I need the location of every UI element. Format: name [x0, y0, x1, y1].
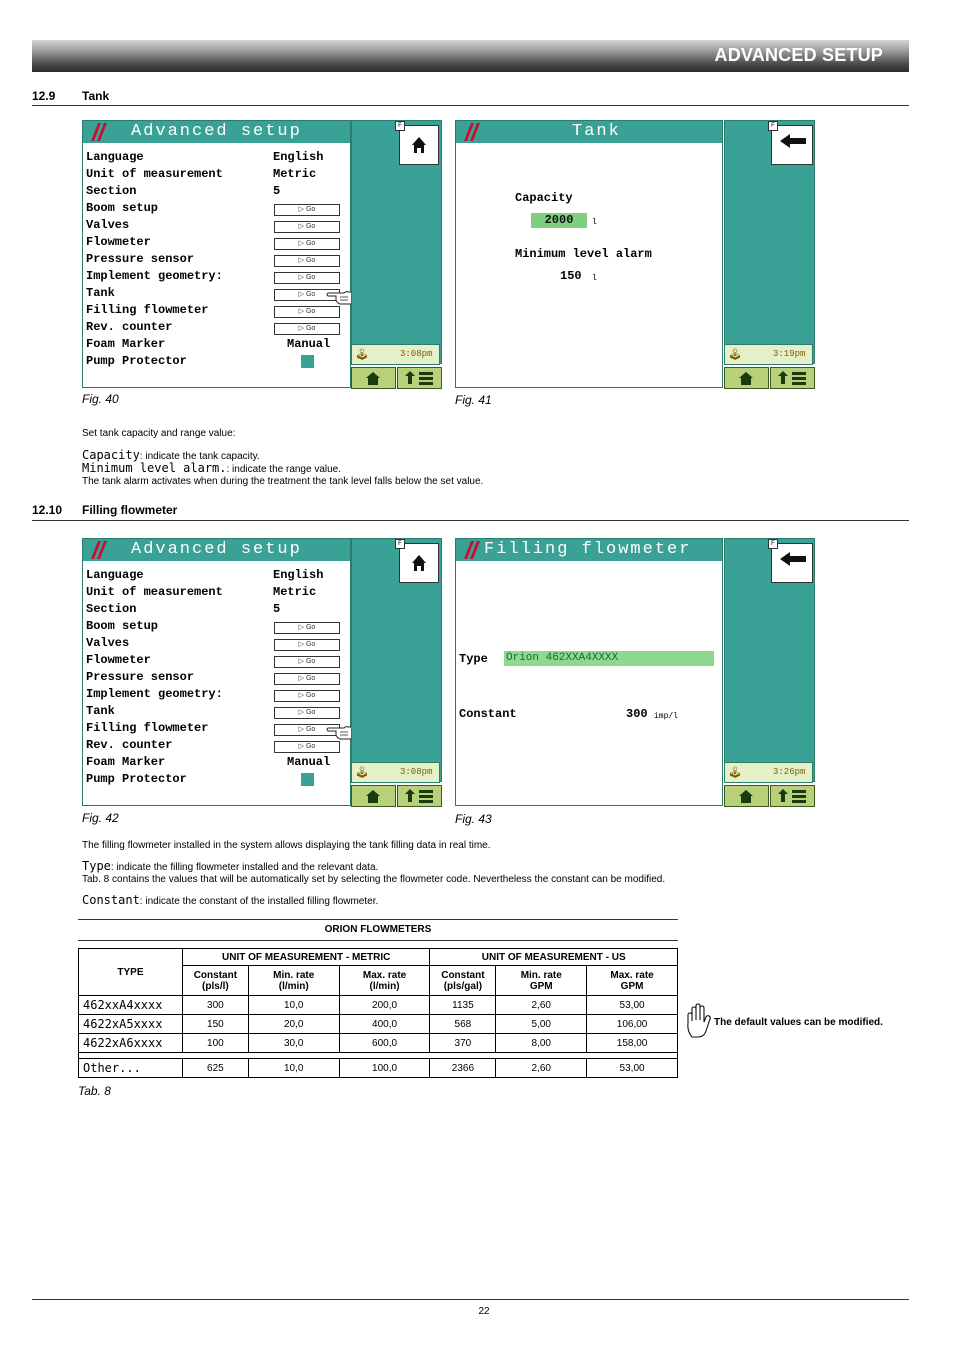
row-label: Unit of measurement	[86, 585, 223, 599]
column-header: Max. rate (l/min)	[339, 966, 430, 996]
row-label: Pump Protector	[86, 772, 187, 786]
go-button[interactable]: ▷ Go	[274, 639, 340, 651]
min-level-field[interactable]: 150	[560, 269, 582, 283]
row-value[interactable]: Manual	[287, 337, 331, 351]
figure-caption: Fig. 40	[82, 392, 119, 406]
status-bar	[351, 762, 440, 783]
value-cell: 53,00	[587, 1059, 678, 1078]
type-cell: Other...	[79, 1059, 183, 1078]
value-cell: 1135	[430, 996, 496, 1015]
house-icon	[400, 126, 438, 164]
house-icon	[400, 544, 438, 582]
figure-caption: Fig. 41	[455, 393, 492, 407]
row-label: Filling flowmeter	[86, 721, 209, 735]
go-button[interactable]: ▷ Go	[274, 238, 340, 250]
constant-desc: Constant: indicate the constant of the installed filling flowmeter.	[82, 893, 379, 907]
clock-time: 3:26pm	[773, 767, 806, 777]
home-button[interactable]	[399, 125, 439, 165]
value-cell: 20,0	[248, 1015, 339, 1034]
value-cell: 200,0	[339, 996, 430, 1015]
status-bar	[724, 762, 813, 783]
menu-nav-button[interactable]	[397, 785, 442, 807]
status-bar	[351, 344, 440, 365]
type-label: Type	[459, 652, 488, 666]
section-number-filling: 12.10	[32, 503, 63, 517]
home-button[interactable]	[399, 543, 439, 583]
screen-title: Tank	[572, 122, 621, 141]
brand-logo-icon	[87, 540, 107, 560]
advanced-setup-screen-2	[82, 538, 442, 808]
home-nav-button[interactable]	[351, 785, 396, 807]
type-desc: Type: indicate the filling flowmeter installed and the relevant data.	[82, 859, 379, 873]
column-header: Constant (pls/l)	[182, 966, 248, 996]
row-label: Section	[86, 602, 137, 616]
value-cell: 2,60	[496, 1059, 587, 1078]
type-cell: 4622xA5xxxx	[79, 1015, 183, 1034]
flag-icon: F	[395, 539, 405, 549]
joystick-icon: 🕹	[728, 350, 742, 362]
row-label: Implement geometry:	[86, 269, 223, 283]
type-cell: 462xxA4xxxx	[79, 996, 183, 1015]
row-label: Boom setup	[86, 619, 159, 633]
min-level-unit: l	[592, 274, 597, 283]
value-cell: 5,00	[496, 1015, 587, 1034]
joystick-icon: 🕹	[728, 768, 742, 780]
side-panel	[351, 120, 442, 364]
table-row	[79, 1034, 678, 1053]
row-label: Foam Marker	[86, 755, 166, 769]
value-cell: 600,0	[339, 1034, 430, 1053]
row-label: Implement geometry:	[86, 687, 223, 701]
value-cell: 158,00	[587, 1034, 678, 1053]
value-cell: 10,0	[248, 996, 339, 1015]
row-label: Pump Protector	[86, 354, 187, 368]
hand-stop-icon	[684, 1003, 714, 1039]
screen-title: Advanced setup	[131, 122, 302, 141]
tank-intro: Set tank capacity and range value:	[82, 428, 236, 439]
column-header: Min. rate GPM	[496, 966, 587, 996]
menu-nav-button[interactable]	[397, 367, 442, 389]
value-cell: 568	[430, 1015, 496, 1034]
advanced-setup-screen-1	[82, 120, 442, 390]
table-title-rule	[78, 940, 678, 941]
go-button[interactable]: ▷ Go	[274, 272, 340, 284]
house-icon	[352, 786, 395, 806]
header-title: ADVANCED SETUP	[714, 45, 883, 65]
brand-logo-icon	[460, 122, 480, 142]
value-cell: 300	[182, 996, 248, 1015]
clock-time: 3:08pm	[400, 767, 433, 777]
page-number: 22	[478, 1306, 490, 1317]
go-button[interactable]: ▷ Go	[274, 741, 340, 753]
figure-caption: Fig. 42	[82, 811, 119, 825]
column-header: Min. rate (l/min)	[248, 966, 339, 996]
up-arrow-menu-icon	[398, 368, 441, 388]
row-label: Foam Marker	[86, 337, 166, 351]
type-field[interactable]: Orion 462XXA4XXXX	[504, 651, 714, 666]
side-panel	[351, 538, 442, 782]
row-label: Tank	[86, 286, 115, 300]
screen-titlebar	[456, 539, 722, 561]
alarm-note: The tank alarm activates when during the treatment the tank level falls below the set value.	[82, 476, 484, 487]
back-button[interactable]	[771, 125, 813, 165]
brand-logo-icon	[460, 540, 480, 560]
value-cell: 100,0	[339, 1059, 430, 1078]
table-top-rule	[78, 919, 678, 920]
table-caption: Tab. 8	[78, 1084, 111, 1098]
capacity-field[interactable]: 2000	[531, 213, 587, 228]
joystick-icon: 🕹	[355, 350, 369, 362]
row-label: Pressure sensor	[86, 252, 195, 266]
flag-icon: F	[768, 121, 778, 131]
column-header: Max. rate GPM	[587, 966, 678, 996]
go-button[interactable]: ▷ Go	[274, 673, 340, 685]
go-button[interactable]: ▷ Go	[274, 656, 340, 668]
filling-intro: The filling flowmeter installed in the system allows displaying the tank filling data in real time.	[82, 840, 491, 851]
section-number-tank: 12.9	[32, 89, 56, 103]
go-button[interactable]: ▷ Go	[274, 724, 340, 736]
row-label: Valves	[86, 636, 130, 650]
min-level-desc: Minimum level alarm.: indicate the range value.	[82, 461, 342, 475]
column-header: Constant (pls/gal)	[430, 966, 496, 996]
row-label: Section	[86, 184, 137, 198]
figure-caption: Fig. 43	[455, 812, 492, 826]
orion-flowmeters-table	[78, 948, 678, 1078]
row-label: Filling flowmeter	[86, 303, 209, 317]
row-label: Flowmeter	[86, 653, 151, 667]
group-header-metric: UNIT OF MEASUREMENT - METRIC	[182, 949, 430, 966]
value-cell: 8,00	[496, 1034, 587, 1053]
screen-titlebar	[83, 539, 350, 561]
row-value[interactable]: Manual	[287, 755, 331, 769]
back-arrow-icon	[772, 126, 812, 164]
side-panel	[724, 538, 815, 782]
pump-protector-checkbox[interactable]	[301, 355, 314, 368]
status-bar	[724, 344, 813, 365]
screen-title: Advanced setup	[131, 540, 302, 559]
value-cell: 2,60	[496, 996, 587, 1015]
go-button[interactable]: ▷ Go	[274, 221, 340, 233]
go-button[interactable]: ▷ Go	[274, 255, 340, 267]
clock-time: 3:08pm	[400, 349, 433, 359]
house-icon	[725, 368, 768, 388]
capacity-label: Capacity	[515, 191, 573, 205]
header-bar	[32, 40, 909, 72]
row-value[interactable]: Metric	[273, 585, 317, 599]
type-cell: 4622xA6xxxx	[79, 1034, 183, 1053]
back-button[interactable]	[771, 543, 813, 583]
up-arrow-menu-icon	[771, 368, 814, 388]
home-nav-button[interactable]	[724, 367, 769, 389]
section-title-tank: Tank	[82, 89, 110, 103]
constant-label: Constant	[459, 707, 517, 721]
value-cell: 400,0	[339, 1015, 430, 1034]
row-value[interactable]: Metric	[273, 167, 317, 181]
row-value[interactable]: English	[273, 150, 324, 164]
row-label: Language	[86, 568, 144, 582]
go-button[interactable]: ▷ Go	[274, 204, 340, 216]
note-text: The default values can be modified.	[714, 1017, 883, 1028]
back-arrow-icon	[772, 544, 812, 582]
group-header-us: UNIT OF MEASUREMENT - US	[430, 949, 678, 966]
section-rule	[32, 105, 909, 106]
menu-nav-button[interactable]	[770, 367, 815, 389]
value-cell: 30,0	[248, 1034, 339, 1053]
value-cell: 370	[430, 1034, 496, 1053]
go-button[interactable]: ▷ Go	[274, 306, 340, 318]
up-arrow-menu-icon	[771, 786, 814, 806]
screen-title: Filling flowmeter	[484, 540, 692, 559]
go-button[interactable]: ▷ Go	[274, 622, 340, 634]
table-title: ORION FLOWMETERS	[324, 924, 432, 935]
flag-icon: F	[395, 121, 405, 131]
menu-nav-button[interactable]	[770, 785, 815, 807]
clock-time: 3:19pm	[773, 349, 806, 359]
tank-screen	[455, 120, 815, 390]
row-label: Unit of measurement	[86, 167, 223, 181]
capacity-unit: l	[592, 218, 597, 227]
row-label: Rev. counter	[86, 320, 173, 334]
type-header: TYPE	[79, 949, 183, 996]
min-level-label: Minimum level alarm	[515, 247, 652, 261]
go-button[interactable]: ▷ Go	[274, 289, 340, 301]
home-nav-button[interactable]	[724, 785, 769, 807]
row-value[interactable]: 5	[273, 184, 281, 198]
row-label: Rev. counter	[86, 738, 173, 752]
row-label: Flowmeter	[86, 235, 151, 249]
house-icon	[725, 786, 768, 806]
value-cell: 100	[182, 1034, 248, 1053]
constant-unit: imp/l	[654, 712, 679, 721]
capacity-desc: Capacity: indicate the tank capacity.	[82, 448, 260, 462]
table-row	[79, 1059, 678, 1078]
value-cell: 10,0	[248, 1059, 339, 1078]
pump-protector-checkbox[interactable]	[301, 773, 314, 786]
section-rule	[32, 520, 909, 521]
value-cell: 625	[182, 1059, 248, 1078]
section-title-filling: Filling flowmeter	[82, 503, 178, 517]
row-label: Tank	[86, 704, 115, 718]
side-panel	[724, 120, 815, 364]
filling-flowmeter-screen	[455, 538, 815, 808]
value-cell: 150	[182, 1015, 248, 1034]
go-button[interactable]: ▷ Go	[274, 690, 340, 702]
value-cell: 53,00	[587, 996, 678, 1015]
up-arrow-menu-icon	[398, 786, 441, 806]
footer-rule	[32, 1299, 909, 1300]
row-label: Boom setup	[86, 201, 159, 215]
screen-titlebar	[83, 121, 350, 143]
screen-titlebar	[456, 121, 722, 143]
brand-logo-icon	[87, 122, 107, 142]
constant-field[interactable]: 300	[626, 707, 648, 721]
joystick-icon: 🕹	[355, 768, 369, 780]
home-nav-button[interactable]	[351, 367, 396, 389]
tab-note: Tab. 8 contains the values that will be automatically set by selecting the flowmeter code. Nevertheless the constant can be modified.	[82, 874, 666, 885]
row-label: Pressure sensor	[86, 670, 195, 684]
go-button[interactable]: ▷ Go	[274, 323, 340, 335]
table-row	[79, 1015, 678, 1034]
row-label: Language	[86, 150, 144, 164]
table-row	[79, 996, 678, 1015]
house-icon	[352, 368, 395, 388]
row-value[interactable]: English	[273, 568, 324, 582]
flag-icon: F	[768, 539, 778, 549]
value-cell: 2366	[430, 1059, 496, 1078]
row-label: Valves	[86, 218, 130, 232]
value-cell: 106,00	[587, 1015, 678, 1034]
go-button[interactable]: ▷ Go	[274, 707, 340, 719]
row-value[interactable]: 5	[273, 602, 281, 616]
